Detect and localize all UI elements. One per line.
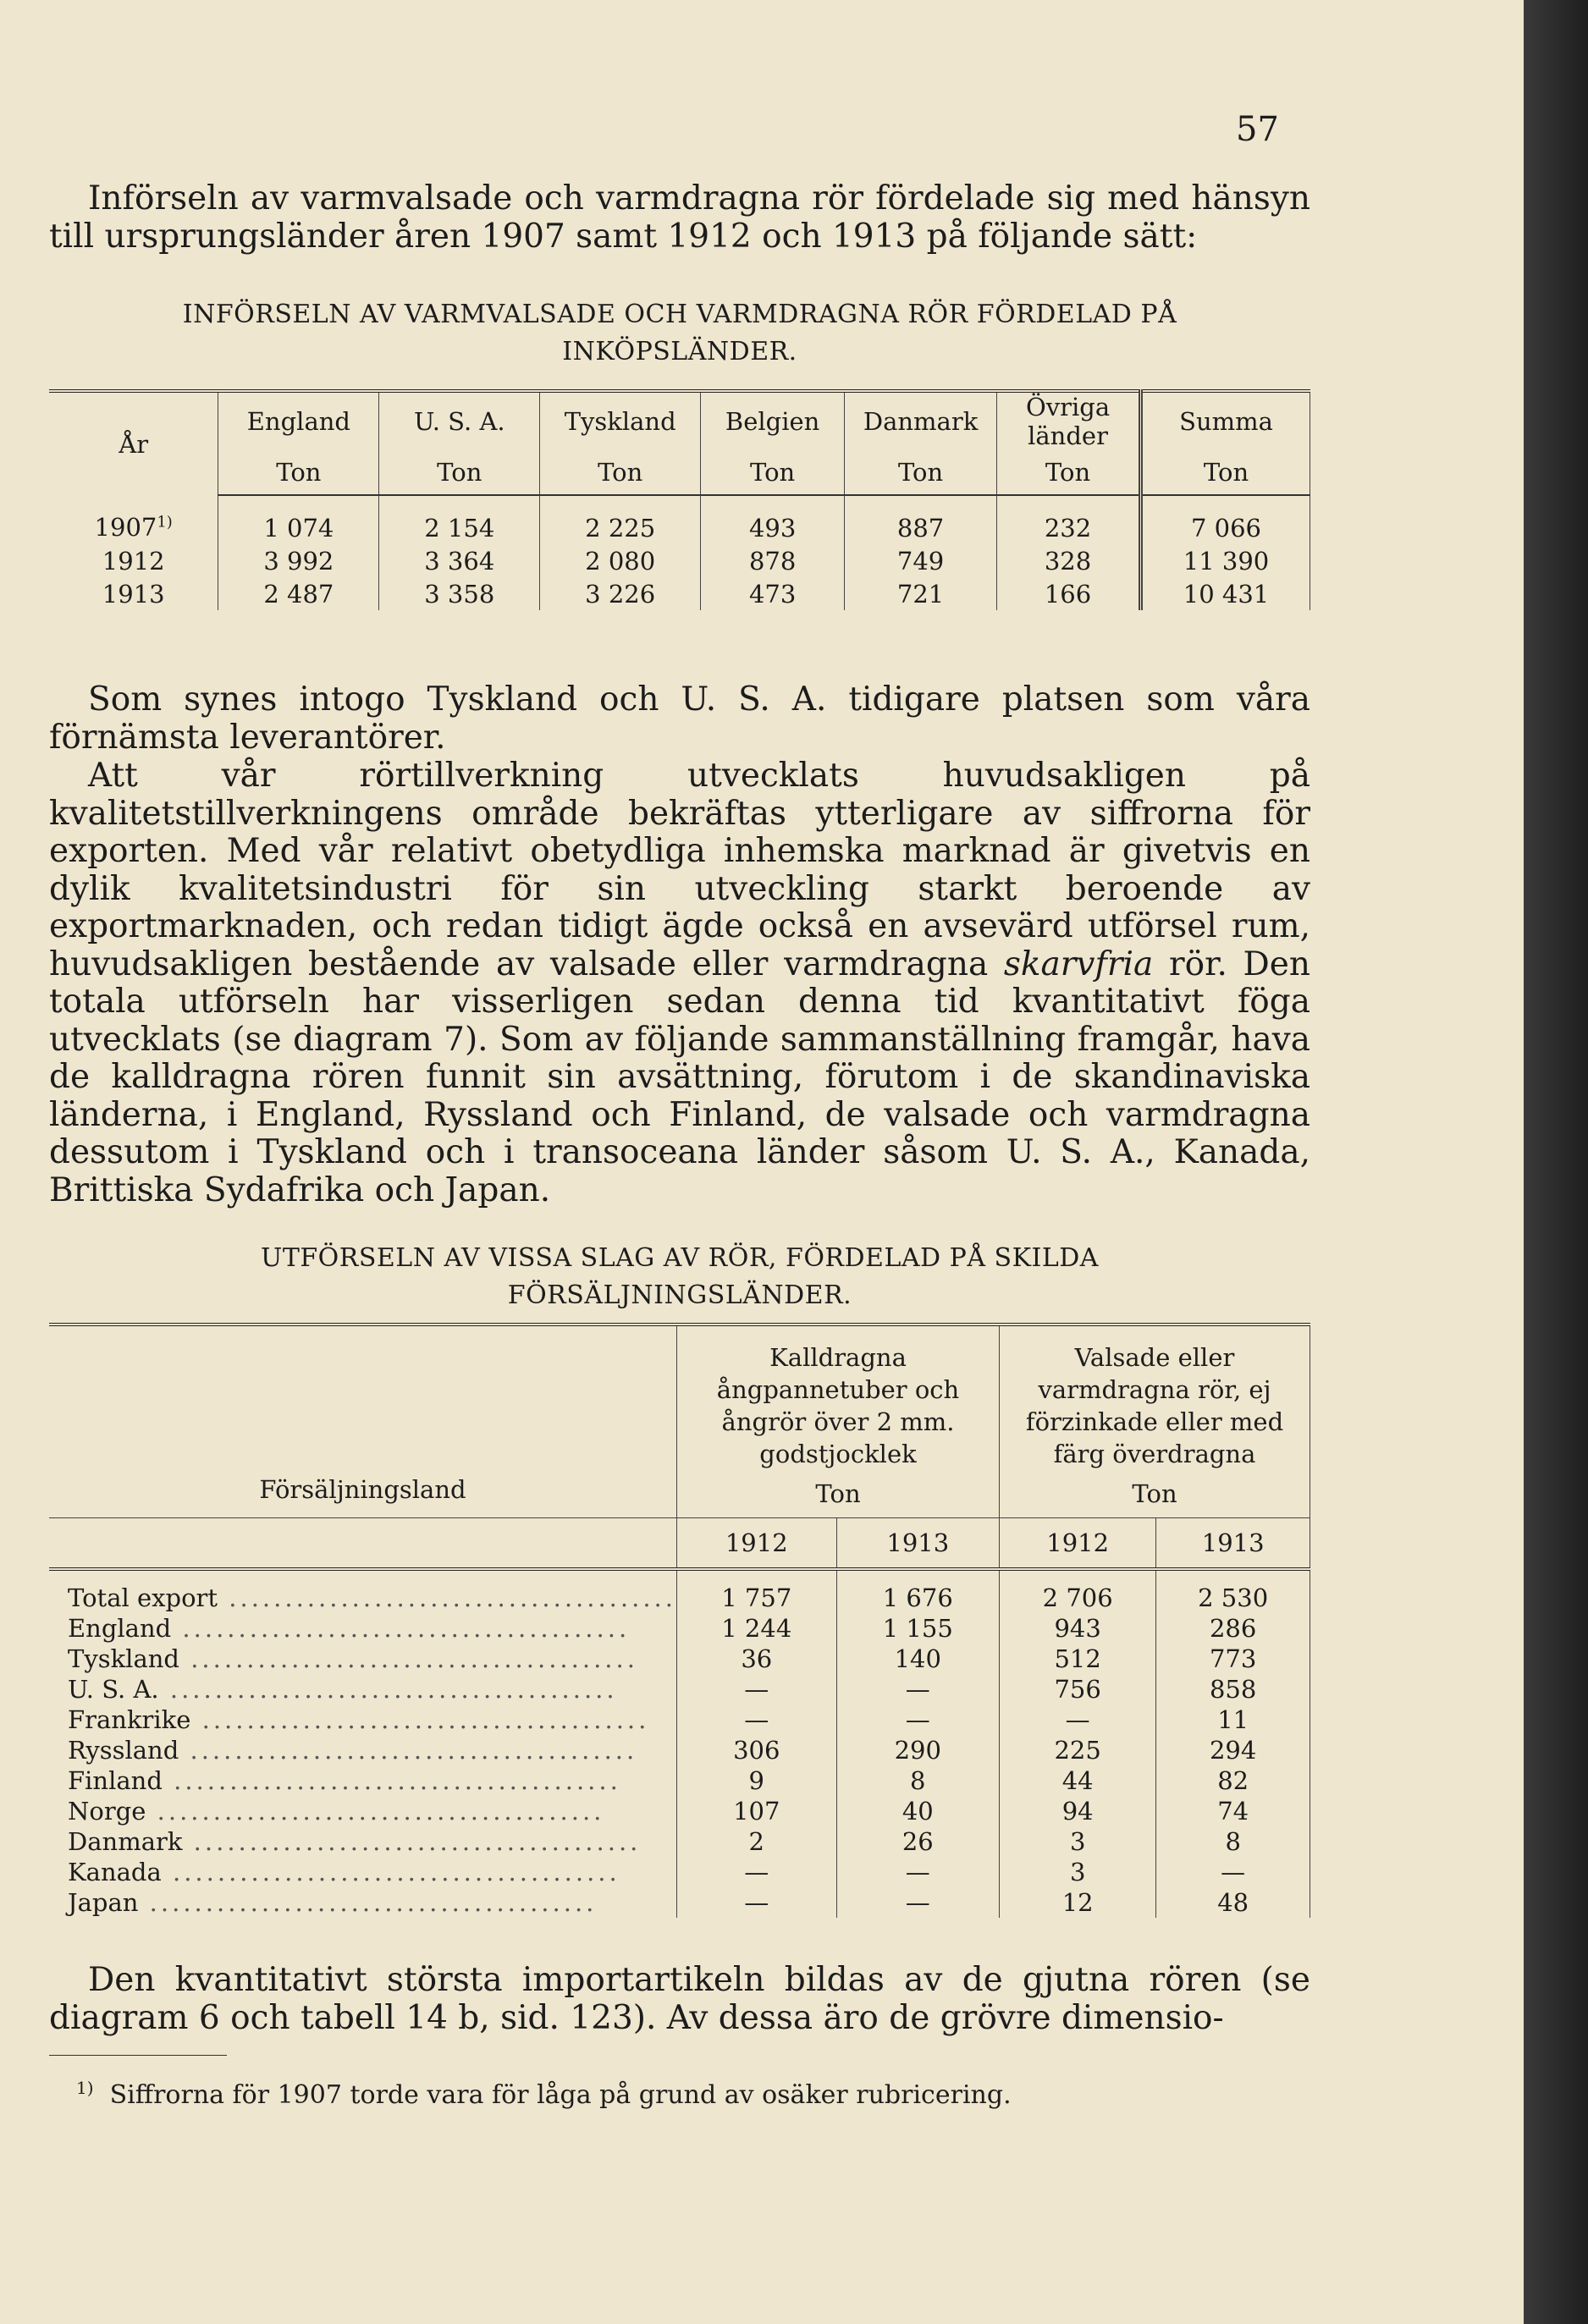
page-number: 57 <box>1236 110 1279 149</box>
value-cell: 306 <box>677 1735 837 1765</box>
value-cell: — <box>677 1674 837 1704</box>
table-row <box>49 1887 1310 1918</box>
value-cell: 773 <box>1156 1644 1310 1674</box>
leader-dots: ........................................ <box>179 1736 638 1765</box>
table-row <box>49 1765 1310 1796</box>
col-header-year: År <box>49 391 218 495</box>
country-name: England <box>68 1614 172 1643</box>
value-cell: 3 358 <box>379 577 540 610</box>
value-cell: 82 <box>1156 1765 1310 1796</box>
value-cell: 26 <box>836 1826 999 1857</box>
table1-caption <box>49 296 1310 371</box>
value-cell: 2 <box>677 1826 837 1857</box>
paragraph-export-italic: skarvfria <box>1003 944 1154 983</box>
leader-dots: ........................................ <box>179 1644 638 1673</box>
country-name: Tyskland <box>68 1644 179 1673</box>
value-cell: 1 244 <box>677 1613 837 1644</box>
value-cell: 166 <box>997 577 1141 610</box>
value-cell: — <box>836 1674 999 1704</box>
page-edge-shadow <box>1524 0 1588 2324</box>
table-row <box>49 1569 1310 1613</box>
year-value: 1907 <box>94 513 157 542</box>
value-cell: 8 <box>1156 1826 1310 1857</box>
value-cell: 9 <box>677 1765 837 1796</box>
value-cell: 328 <box>997 544 1141 577</box>
import-table <box>49 389 1310 610</box>
value-cell: 2 080 <box>540 544 701 577</box>
unit-label: Ton <box>997 450 1141 495</box>
value-cell: 140 <box>836 1644 999 1674</box>
table-row <box>49 1674 1310 1704</box>
col-header-tyskland: Tyskland <box>540 391 701 450</box>
value-cell: 749 <box>845 544 997 577</box>
table2-caption-line2: FÖRSÄLJNINGSLÄNDER. <box>507 1280 852 1310</box>
value-cell: 721 <box>845 577 997 610</box>
country-cell <box>49 1857 677 1887</box>
value-cell: 3 992 <box>218 544 379 577</box>
unit-label: Ton <box>701 450 845 495</box>
footnote-mark: 1) <box>76 2078 94 2098</box>
value-cell: 1 757 <box>677 1569 837 1613</box>
value-cell: 2 530 <box>1156 1569 1310 1613</box>
country-cell <box>49 1704 677 1735</box>
country-name: Kanada <box>68 1858 162 1886</box>
unit-label: Ton <box>218 450 379 495</box>
table-row <box>49 1644 1310 1674</box>
value-cell: — <box>836 1887 999 1918</box>
value-cell: 473 <box>701 577 845 610</box>
table-row <box>49 544 1310 577</box>
value-cell: 1 155 <box>836 1613 999 1644</box>
value-cell: 10 431 <box>1141 577 1310 610</box>
year-header-spacer <box>49 1518 677 1570</box>
footnote-divider <box>49 2055 227 2056</box>
value-cell: 7 066 <box>1141 495 1310 544</box>
unit-label: Ton <box>379 450 540 495</box>
leader-dots: ........................................ <box>218 1583 676 1612</box>
value-cell: 887 <box>845 495 997 544</box>
value-cell: 512 <box>1000 1644 1156 1674</box>
country-name: Total export <box>68 1583 218 1612</box>
leader-dots: ........................................ <box>158 1675 618 1704</box>
col-header-country: Försäljningsland <box>49 1324 677 1518</box>
unit-label: Ton <box>677 1470 1000 1518</box>
leader-dots: ........................................ <box>162 1766 621 1795</box>
country-cell <box>49 1887 677 1918</box>
value-cell: 12 <box>1000 1887 1156 1918</box>
table1-caption-line2: INKÖPSLÄNDER. <box>562 337 797 366</box>
value-cell: 74 <box>1156 1796 1310 1826</box>
unit-label: Ton <box>1000 1470 1310 1518</box>
value-cell: 3 364 <box>379 544 540 577</box>
paragraph-export <box>49 757 1310 1209</box>
table-row <box>49 495 1310 544</box>
table2-caption-line1: UTFÖRSELN AV VISSA SLAG AV RÖR, FÖRDELAD PÅ SKILDA <box>261 1243 1099 1273</box>
value-cell: 2 154 <box>379 495 540 544</box>
paragraph-leverantorer: Som synes intogo Tyskland och U. S. A. tidigare platsen som våra förnämsta leverantörer. <box>49 680 1310 757</box>
value-cell: 44 <box>1000 1765 1156 1796</box>
table-row <box>49 1857 1310 1887</box>
col-header-ovriga: Övriga länder <box>997 391 1141 450</box>
country-name: Norge <box>68 1797 146 1826</box>
value-cell: 225 <box>1000 1735 1156 1765</box>
col-header-danmark: Danmark <box>845 391 997 450</box>
year-value: 1912 <box>102 546 165 575</box>
table-row <box>49 1735 1310 1765</box>
value-cell: — <box>677 1887 837 1918</box>
value-cell: 3 226 <box>540 577 701 610</box>
year-header: 1912 <box>677 1518 837 1570</box>
col-group-valsade: Valsade eller varmdragna rör, ej förzinkade eller med färg överdragna <box>1000 1324 1310 1470</box>
value-cell: 878 <box>701 544 845 577</box>
value-cell: 48 <box>1156 1887 1310 1918</box>
value-cell: — <box>1156 1857 1310 1887</box>
value-cell: 11 <box>1156 1704 1310 1735</box>
value-cell: 493 <box>701 495 845 544</box>
table1-caption-line1: INFÖRSELN AV VARMVALSADE OCH VARMDRAGNA RÖR FÖRDELAD PÅ <box>182 300 1177 329</box>
col-group-kalldragna: Kalldragna ångpannetuber och ångrör över 2 mm. godstjocklek <box>677 1324 1000 1470</box>
value-cell: 2 487 <box>218 577 379 610</box>
unit-label: Ton <box>845 450 997 495</box>
value-cell: 8 <box>836 1765 999 1796</box>
country-cell <box>49 1826 677 1857</box>
intro-paragraph: Införseln av varmvalsade och varmdragna rör fördelade sig med hänsyn till ursprungsländer åren 1907 samt 1912 och 1913 på följande sätt: <box>49 179 1310 256</box>
value-cell: 286 <box>1156 1613 1310 1644</box>
leader-dots: ........................................ <box>146 1797 605 1826</box>
country-name: Danmark <box>68 1827 183 1856</box>
year-value: 1913 <box>102 579 165 609</box>
country-cell <box>49 1765 677 1796</box>
leader-dots: ........................................ <box>161 1858 620 1886</box>
table-row <box>49 1613 1310 1644</box>
value-cell: 3 <box>1000 1857 1156 1887</box>
export-table-body <box>49 1569 1310 1918</box>
value-cell: 94 <box>1000 1796 1156 1826</box>
country-cell <box>49 1569 677 1613</box>
leader-dots: ........................................ <box>171 1614 631 1643</box>
paragraph-export-text-1: Att vår rörtillverkning utvecklats huvudsakligen på kvalitetstillverkningens område bekräftas ytterligare av siffrorna för exporten. Med vår relativt obetydliga inhemska marknad är givetvis en dylik kvalitetsindustri för sin utveckling starkt beroende av exportmarknaden, och redan tidigt ägde också en avsevärd utförsel rum, huvudsakligen bestående av valsade eller varmdragna <box>49 757 1310 983</box>
value-cell: — <box>836 1704 999 1735</box>
value-cell: 290 <box>836 1735 999 1765</box>
value-cell: 2 706 <box>1000 1569 1156 1613</box>
col-header-england: England <box>218 391 379 450</box>
paragraph-export-text-2: rör. Den totala utförseln har visserligen sedan denna tid kvantitativt föga utvecklats (se diagram 7). Som av följande sammanställning framgår, hava de kalldragna rören funnit sin avsättning, förutom i de skandinaviska länderna, i England, Ryssland och Finland, de valsade och varmdragna dessutom i Tyskland och i transoceana länder såsom U. S. A., Kanada, Brittiska Sydafrika och Japan. <box>49 944 1310 1209</box>
value-cell: — <box>677 1704 837 1735</box>
value-cell: 36 <box>677 1644 837 1674</box>
value-cell: 232 <box>997 495 1141 544</box>
leader-dots: ........................................ <box>138 1888 598 1917</box>
year-header: 1913 <box>836 1518 999 1570</box>
country-name: U. S. A. <box>68 1675 159 1704</box>
country-cell <box>49 1674 677 1704</box>
table2-caption <box>49 1240 1310 1314</box>
footnote-text: Siffrorna för 1907 torde vara för låga på grund av osäker rubricering. <box>109 2080 1012 2110</box>
value-cell: 1 074 <box>218 495 379 544</box>
year-header: 1912 <box>1000 1518 1156 1570</box>
country-cell <box>49 1613 677 1644</box>
table-row <box>49 577 1310 610</box>
value-cell: 11 390 <box>1141 544 1310 577</box>
value-cell: 756 <box>1000 1674 1156 1704</box>
value-cell: 1 676 <box>836 1569 999 1613</box>
footnote <box>76 2078 1012 2110</box>
country-name: Japan <box>68 1888 139 1917</box>
unit-label: Ton <box>540 450 701 495</box>
value-cell: — <box>1000 1704 1156 1735</box>
paragraph-gjutna: Den kvantitativt största importartikeln bildas av de gjutna rören (se diagram 6 och tabell 14 b, sid. 123). Av dessa äro de grövre dimensio- <box>49 1961 1310 2037</box>
leader-dots: ........................................ <box>190 1705 650 1734</box>
year-cell <box>49 495 218 544</box>
country-name: Ryssland <box>68 1736 179 1765</box>
year-header: 1913 <box>1156 1518 1310 1570</box>
value-cell: 943 <box>1000 1613 1156 1644</box>
table-row <box>49 1704 1310 1735</box>
footnote-mark: 1) <box>157 513 173 531</box>
country-name: Finland <box>68 1766 163 1795</box>
country-cell <box>49 1644 677 1674</box>
unit-label: Ton <box>1141 450 1310 495</box>
col-header-summa: Summa <box>1141 391 1310 450</box>
value-cell: 3 <box>1000 1826 1156 1857</box>
table-row <box>49 1826 1310 1857</box>
country-cell <box>49 1796 677 1826</box>
value-cell: — <box>836 1857 999 1887</box>
col-header-usa: U. S. A. <box>379 391 540 450</box>
table-row <box>49 1796 1310 1826</box>
value-cell: 40 <box>836 1796 999 1826</box>
value-cell: 858 <box>1156 1674 1310 1704</box>
export-table <box>49 1323 1310 1918</box>
value-cell: 294 <box>1156 1735 1310 1765</box>
country-cell <box>49 1735 677 1765</box>
value-cell: 2 225 <box>540 495 701 544</box>
col-header-belgien: Belgien <box>701 391 845 450</box>
value-cell: 107 <box>677 1796 837 1826</box>
country-name: Frankrike <box>68 1705 191 1734</box>
value-cell: — <box>677 1857 837 1887</box>
leader-dots: ........................................ <box>182 1827 642 1856</box>
